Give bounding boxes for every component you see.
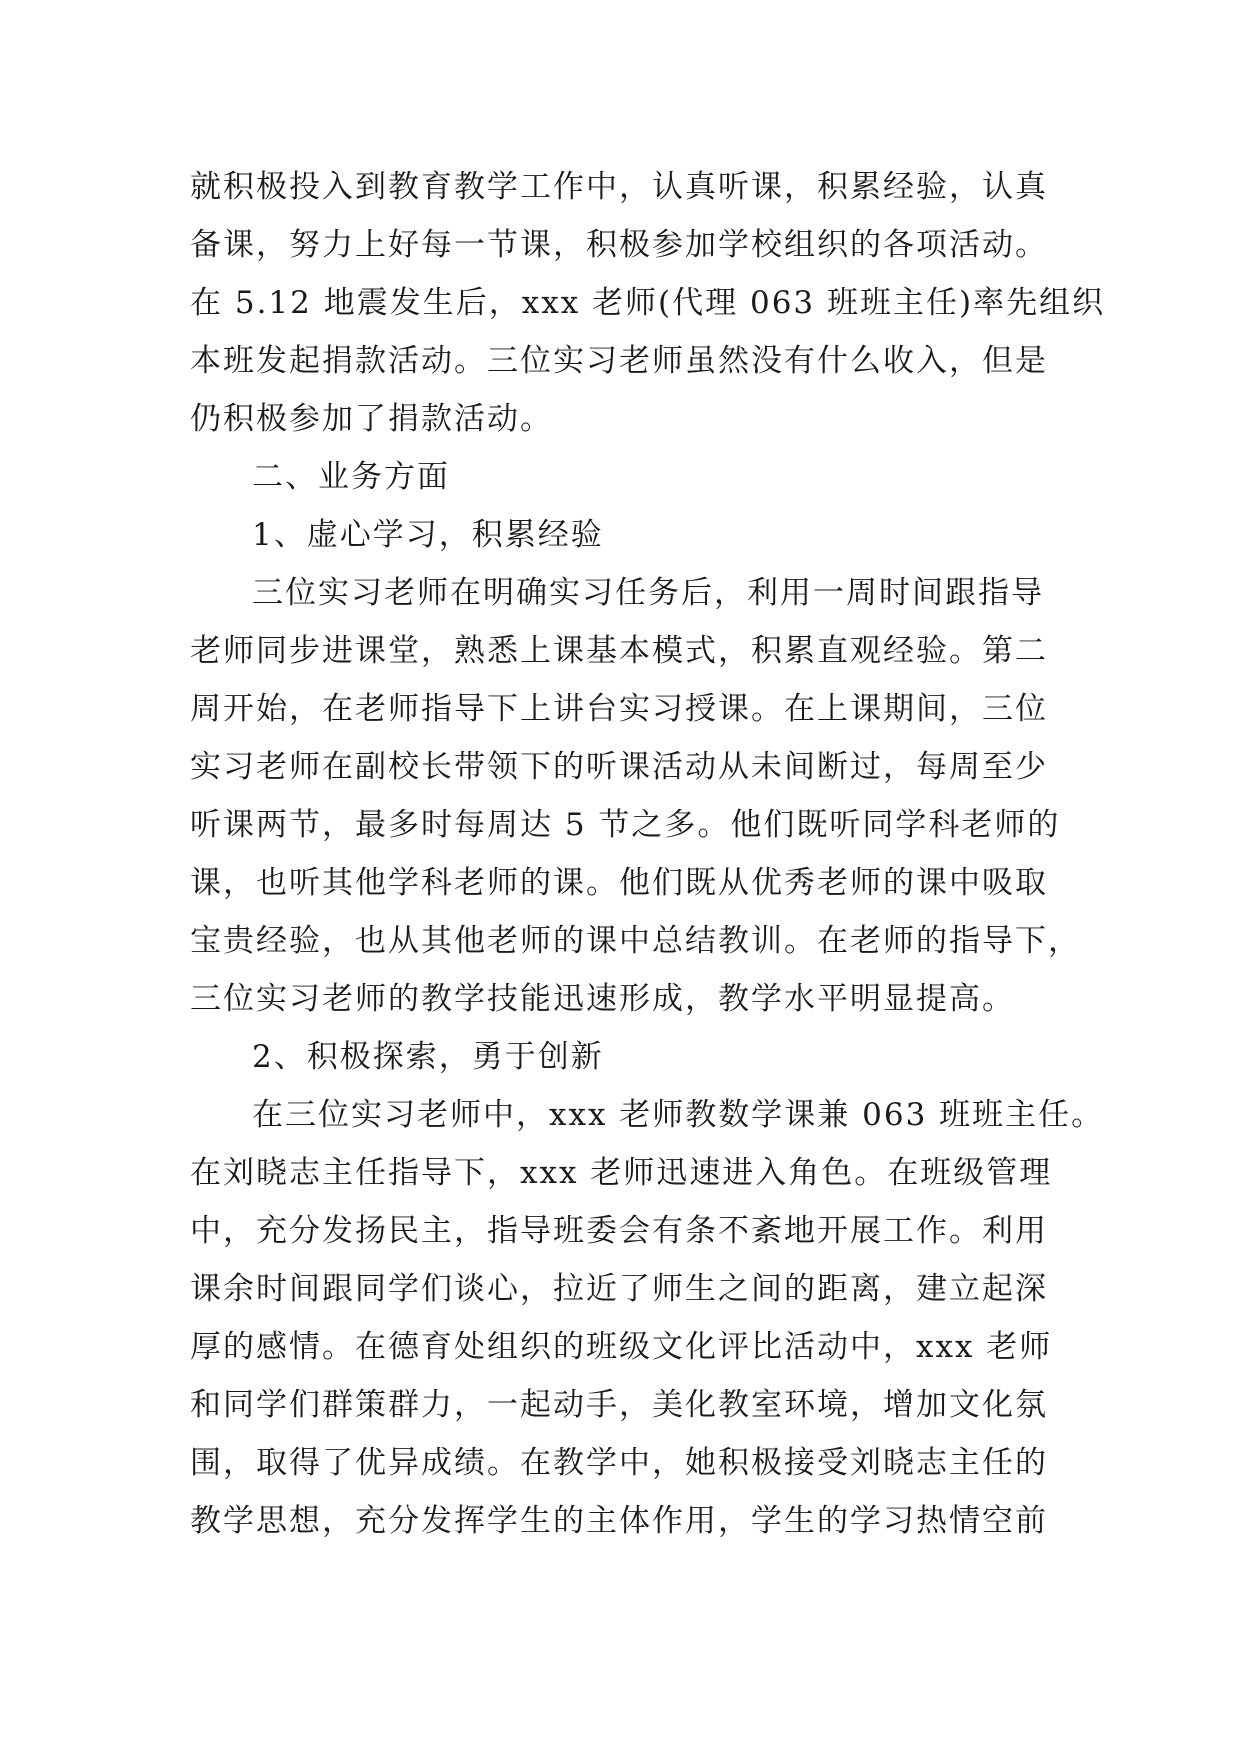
body-text-line: 三位实习老师在明确实习任务后，利用一周时间跟指导: [252, 575, 1044, 611]
body-text-line: 在三位实习老师中，xxx 老师教数学课兼 063 班班主任。: [252, 1097, 1105, 1133]
body-text-line: 在 5.12 地震发生后，xxx 老师(代理 063 班班主任)率先组织: [190, 285, 1106, 321]
body-text-line: 实习老师在副校长带领下的听课活动从未间断过，每周至少: [190, 749, 1048, 785]
body-text-line: 围，取得了优异成绩。在教学中，她积极接受刘晓志主任的: [190, 1445, 1048, 1481]
subsection-heading: 2、积极探索，勇于创新: [252, 1039, 604, 1075]
body-text-line: 仍积极参加了捐款活动。: [190, 401, 553, 437]
body-text-line: 老师同步进课堂，熟悉上课基本模式，积累直观经验。第二: [190, 633, 1048, 669]
body-text-line: 听课两节，最多时每周达 5 节之多。他们既听同学科老师的: [190, 807, 1061, 843]
body-text-line: 在刘晓志主任指导下，xxx 老师迅速进入角色。在班级管理: [190, 1155, 1053, 1191]
section-heading: 二、业务方面: [252, 459, 450, 495]
body-text-line: 三位实习老师的教学技能迅速形成，教学水平明显提高。: [190, 981, 1015, 1017]
body-text-line: 备课，努力上好每一节课，积极参加学校组织的各项活动。: [190, 227, 1048, 263]
body-text-line: 教学思想，充分发挥学生的主体作用，学生的学习热情空前: [190, 1503, 1048, 1539]
body-text-line: 课余时间跟同学们谈心，拉近了师生之间的距离，建立起深: [190, 1271, 1048, 1307]
body-text-line: 课，也听其他学科老师的课。他们既从优秀老师的课中吸取: [190, 865, 1048, 901]
body-text-line: 本班发起捐款活动。三位实习老师虽然没有什么收入，但是: [190, 343, 1048, 379]
subsection-heading: 1、虚心学习，积累经验: [252, 517, 604, 553]
document-body: [190, 158, 1106, 1550]
body-text-line: 宝贵经验，也从其他老师的课中总结教训。在老师的指导下，: [190, 923, 1081, 959]
body-text-line: 和同学们群策群力，一起动手，美化教室环境，增加文化氛: [190, 1387, 1048, 1423]
body-text-line: 中，充分发扬民主，指导班委会有条不紊地开展工作。利用: [190, 1213, 1048, 1249]
body-text-line: 就积极投入到教育教学工作中，认真听课，积累经验，认真: [190, 169, 1048, 205]
body-text-line: 周开始，在老师指导下上讲台实习授课。在上课期间，三位: [190, 691, 1048, 727]
body-text-line: 厚的感情。在德育处组织的班级文化评比活动中，xxx 老师: [190, 1329, 1053, 1365]
